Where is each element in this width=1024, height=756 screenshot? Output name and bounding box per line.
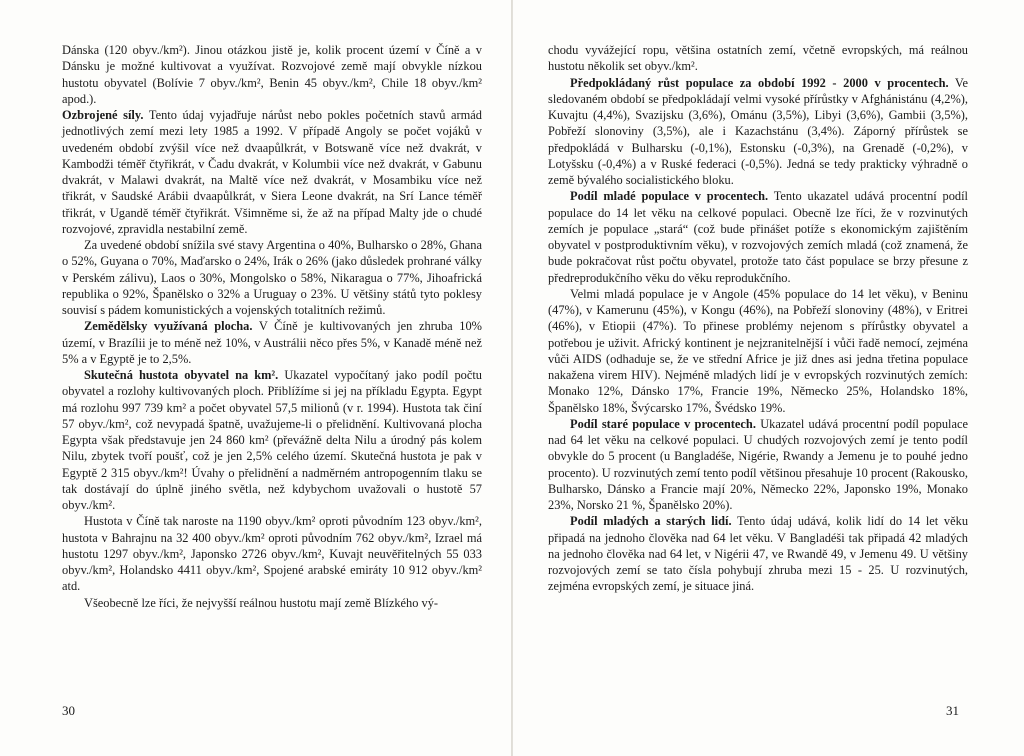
paragraph: [548, 416, 968, 514]
paragraph: [62, 513, 482, 594]
paragraph-heading: Ozbrojené síly.: [62, 108, 144, 122]
paragraph: [62, 42, 482, 107]
paragraph: [548, 513, 968, 594]
paragraph-heading: Podíl staré populace v procentech.: [570, 416, 756, 431]
paragraph-text: Ukazatel vypočítaný jako podíl počtu obyvatel a rozlohy kultivovaných ploch. Přiblížíme si jej na příkladu Egypta. Egypt má rozlohu 997 739 km² a počet obyvatel 57,5 milionů (v r. 1994). Hustota tak činí 57 obyv./km², což nevypadá špatně, uvažujeme-li o přelidnění. Kultivovaná plocha Egypta však představuje jen 24 860 km² (převážně delta Nilu a úrodný pás kolem Nilu, zbytek tvoří poušť, což je jen 2,5% celého území. Skutečná hustota je pak v Egyptě 2 315 obyv./km²! Úvahy o přelidnění a nadměrném antropogenním tlaku se tak dostávají do úplně jiného světla, než kdybychom uvažovali o hustotě 57 obyv./km².: [62, 368, 482, 512]
paragraph: [548, 75, 968, 189]
right-text-column: [548, 42, 968, 595]
paragraph-heading: Skutečná hustota obyvatel na km².: [84, 368, 279, 382]
paragraph-text: Všeobecně lze říci, že nejvyšší reálnou hustotu mají země Blízkého vý-: [84, 595, 439, 610]
paragraph-text: Tento údaj vyjadřuje nárůst nebo pokles početních stavů armád jednotlivých zemí mezi lety 1985 a 1992. V případě Angoly se počet vojáků v uvedeném období zvýšil více než dvaapůlkrát, v Botswaně více než dvakrát, v Kambodži téměř čtyřikrát, v Čadu dvakrát, v Kolumbii více než dvakrát, v Gabunu dvakrát, v Malawi dvakrát, na Maltě více než dvakrát, v Mosambiku více než třikrát, v Saudské Arábii dvaapůlkrát, v Siera Leone dvakrát, na Srí Lance téměř třikrát, v Ugandě téměř čtyřikrát. Všimněme si, že až na případ Malty jde o chudé rozvojové, zpravidla nestabilní země.: [62, 108, 483, 236]
paragraph-heading: Zemědělsky využívaná plocha.: [84, 319, 253, 334]
book-spine: [511, 0, 513, 756]
paragraph: [548, 188, 968, 286]
right-page: [548, 42, 968, 732]
paragraph: [62, 595, 482, 611]
paragraph-heading: Předpokládaný růst populace za období 1992 - 2000 v procentech.: [570, 75, 949, 90]
paragraph-text: Dánska (120 obyv./km²). Jinou otázkou jistě je, kolik procent území v Číně a v Dánsku je možné kultivovat a využívat. Rozvojové země mají obvykle nízkou hustotu obyvatel (Bolívie 7 obyv./km², Benin 45 obyv./km², Chile 18 obyv./km² apod.).: [62, 43, 482, 106]
paragraph: [62, 107, 482, 237]
paragraph: [62, 237, 482, 318]
paragraph-text: V Číně je kultivovaných jen zhruba 10% území, v Brazílii je to méně než 10%, v Austrálii něco přes 5%, v Kanadě méně než 5% a v Egyptě je to 2,5%.: [62, 319, 482, 366]
paragraph: [62, 318, 482, 367]
paragraph-heading: Podíl mladé populace v procentech.: [570, 189, 769, 204]
paragraph-heading: Podíl mladých a starých lidí.: [570, 514, 732, 529]
left-page: [62, 42, 482, 732]
paragraph-text: Tento ukazatel udává procentní podíl populace do 14 let věku na celkové populaci. Obecně lze říci, že v rozvinutých zemích je populace „stará“ (což bude přinášet potíže s ekonomickým zajištěním obyvatel v postproduktivním věku), v rozvojových zemích mladá (což znamená, že bude pokračovat růst počtu obyvatel, protože tato část populace se brzy přesune z předreprodukčního věku do věku reprodukčního.: [548, 189, 969, 285]
paragraph-text: Tento údaj udává, kolik lidí do 14 let věku připadá na jednoho člověka nad 64 let věku. V Bangladéši tak připadá 42 mladých na jednoho člověka nad 64 let, v Nigérii 47, ve Rwandě 49, v Jemenu 49. U většiny rozvojových zemí se tato čísla pohybují zhruba mezi 15 - 25. U rozvinutých, zejména evropských zemí, je situace jiná.: [548, 514, 969, 594]
paragraph: [62, 367, 482, 513]
paragraph-text: Ve sledovaném období se předpokládají velmi vysoké přírůstky v Afghánistánu (4,2%), Kuvajtu (4,4%), Svazijsku (3,6%), Ománu (3,5%), Libyi (3,6%), Gambii (3,5%), Pobřeží slonoviny (3,5%), ale i Kazachstánu (3,4%). Záporný přírůstek se předpokládá v Bulharsku (-0,1%), Estonsku (-0,3%), na Grenadě (-0,2%), v Lotyšsku (-0,4%) a v Ruské federaci (-0,5%). Jedná se tedy prakticky výhradně o země bývalého socialistického bloku.: [548, 75, 969, 187]
paragraph: [548, 42, 968, 75]
paragraph-text: Za uvedené období snížila své stavy Argentina o 40%, Bulharsko o 28%, Ghana o 52%, Guyana o 70%, Maďarsko o 24%, Irák o 26% (jako důsledek prohrané války v Perském zálivu), Laos o 30%, Mongolsko o 58%, Nikaragua o 77%, Jihoafrická republika o 92%, Španělsko o 32% a Uruguay o 23%. U většiny států tyto poklesy souvisí s pádem komunistických a vojenských totalitních režimů.: [62, 238, 482, 317]
paragraph-text: Velmi mladá populace je v Angole (45% populace do 14 let věku), v Beninu (47%), v Kamerunu (45%), v Kongu (46%), na Pobřeží slonoviny (48%), v Eritrei (46%), v Etiopii (47%). To přinese problémy nejenom s přírůstky obyvatel a potřebou je uživit. Africký kontinent je nejzranitelnější i vůči řadě nemocí, zejména vůči AIDS (odhaduje se, že ve střední Africe je již dnes asi jedna třetina populace nakažena virem HIV). Nejméně mladých lidí je v evropských rozvinutých zemích: Monako 12%, Dánsko 17%, Francie 19%, Německo 25%, Holandsko 18%, Španělsko 18%, Švýcarsko 17%, Švédsko 19%.: [548, 286, 968, 415]
page-number-right: 31: [946, 703, 959, 718]
paragraph: [548, 286, 968, 416]
paragraph-text: Hustota v Číně tak naroste na 1190 obyv./km² oproti původním 123 obyv./km², hustota v Bahrajnu na 32 400 obyv./km² oproti původním 762 obyv./km², Izrael má hustotu 1297 obyv./km², Japonsko 2726 obyv./km², Kuvajt neuvěřitelných 55 033 obyv./km², Holandsko 4411 obyv./km², Spojené arabské emiráty 10 912 obyv./km² atd.: [62, 514, 482, 594]
paragraph-text: chodu vyvážející ropu, většina ostatních zemí, včetně evropských, má reálnou hustotu několik set obyv./km².: [548, 43, 968, 74]
paragraph-text: Ukazatel udává procentní podíl populace nad 64 let věku na celkové populaci. U chudých rozvojových zemí je tento podíl obvykle do 5 procent (u Bangladéše, Nigérie, Rwandy a Jemenu je to pouhé jedno procento). U rozvinutých zemí tento podíl většinou přesahuje 10 procent (Rakousko, Bulharsko, Dánsko a Francie mají 20%, Německo 22%, Japonsko 19%, Monako 23%, Norsko 21 %, Španělsko 20%).: [548, 416, 969, 512]
page-number-left: 30: [62, 703, 75, 718]
left-text-column: [62, 42, 482, 611]
